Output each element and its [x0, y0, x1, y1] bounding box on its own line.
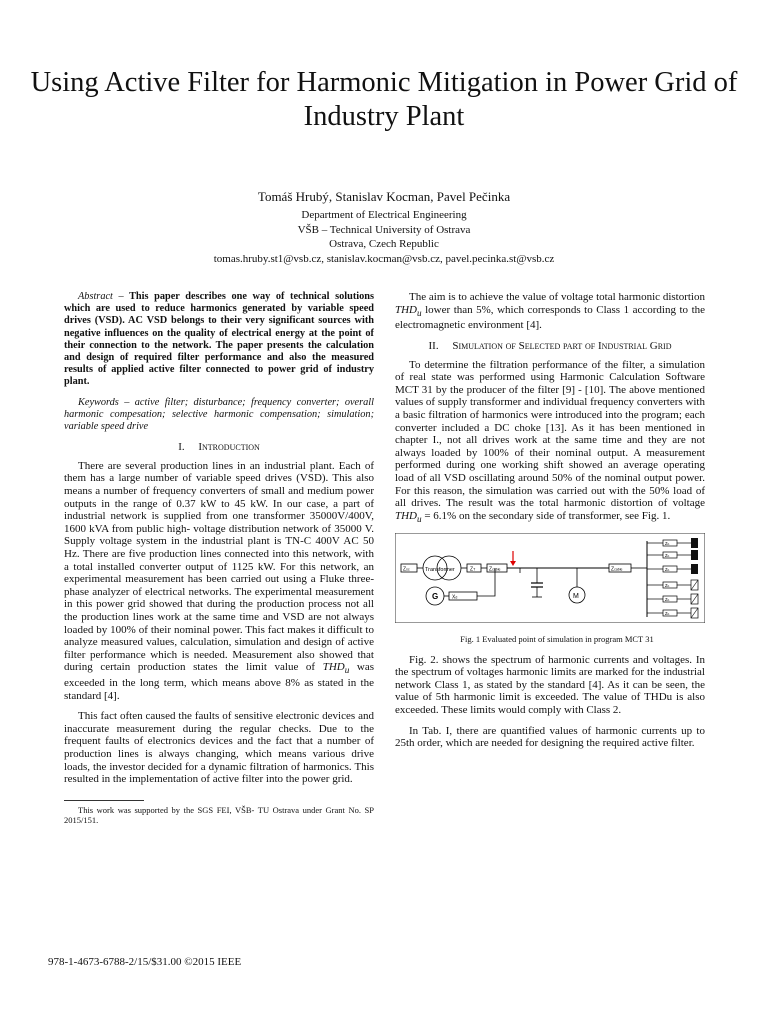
intro-paragraph-1-text: There are several production lines in an industrial plant. Each of them has a large number of variable speed drives (VSD). This also means a number of frequency converters of small and medium power outputs in the range of 0.37 kW to 45 kW. In our case, a part of industrial network is supplied from one transformer 35000V/400V, 1600 kVA from public high- voltage distribution network of 35000 V. Supply voltage system in the industrial plant is TN-C 400V AC 50 Hz. There are five production lines connected into this network, with a total installed converter output of 1125 kW. For this network, an experimental measurement has been carried out using a Fluke three-phase analyzer of electrical networks. The experimental measurement in this power grid showed that during the production process not all the production lines work at the same time and VSD are not always loaded by 100% of their nominal power. This fact makes it difficult to analyze measured values, calculation, simulation and design of active filter performance which is needed. Measurement also showed that during certain production states the limit value of — [64, 459, 374, 674]
paper-title: Using Active Filter for Harmonic Mitigation in Power Grid of Industry Plant — [30, 67, 738, 132]
zb-label: Zb — [665, 583, 670, 589]
aim-paragraph-end: lower than 5%, which corresponds to Class 1 according to the electromagnetic environment [4]. — [395, 303, 706, 332]
simulation-paragraph-1-end: = 6.1% on the secondary side of transformer, see Fig. 1. — [424, 509, 671, 522]
thd-text: THD — [322, 661, 345, 674]
section-number: II. — [428, 339, 439, 352]
section-heading-simulation — [395, 340, 705, 353]
zb-label: Zb — [665, 553, 670, 559]
zb-label: Zb — [665, 597, 670, 603]
intro-paragraph-2: This fact often caused the faults of sensitive electronic devices and inaccurate measurement during the regular checks. Due to the frequent faults of electronics devices and the fact that a number of production lines is always changing, which means various drive loads, the investor decided for a dynamic filtration of harmonics. This resulted in the implementation of active filter into the power grid. — [64, 710, 374, 786]
transformer-label: Transformer — [425, 567, 455, 574]
section-title: Simulation of Selected part of Industrial Grid — [452, 339, 672, 352]
aim-paragraph-start: The aim is to achieve the value of voltage total harmonic distortion — [409, 291, 705, 303]
left-column — [64, 291, 374, 833]
generator-label: G — [432, 592, 439, 602]
affiliation-university: VŠB – Technical University of Ostrava — [297, 223, 471, 236]
motor-label: M — [573, 593, 579, 601]
zt-label: ZT — [470, 566, 476, 573]
zcable-label-2: Zcable — [611, 566, 623, 573]
thd-text: THD — [395, 303, 418, 316]
figure-1-caption: Fig. 1 Evaluated point of simulation in program MCT 31 — [460, 634, 654, 645]
abstract-text: This paper describes one way of technical solutions which are used to reduce harmonics generated by variable speed drives (VSD). AC VSD belongs to their very significant sources with negative influences on the quality of electrical energy at the point of their connection to the network. The paper presents the calculation and design of required filter performance and also the measured results of applied active filter connected to power grid of industry plant. — [64, 291, 375, 388]
footnote: This work was supported by the SGS FEI, VŠB- TU Ostrava under Grant No. SP 2015/151. — [64, 804, 374, 825]
circuit-diagram — [395, 533, 705, 623]
thd-symbol — [395, 304, 422, 316]
intro-paragraph-1 — [64, 460, 374, 702]
zb-label: Zb — [665, 567, 670, 573]
affiliation-block — [0, 208, 768, 266]
section-heading-introduction — [64, 441, 374, 454]
simulation-paragraph-2: Fig. 2. shows the spectrum of harmonic currents and voltages. In the spectrum of voltages harmonic limits are marked for the industrial network Class 1, as stated by the standard [4]. As it can be seen, the value of 5th harmonic limit is exceeded. The value of THDu is also exceeded. These limits would comply with Class 2. — [395, 653, 705, 717]
simulation-paragraph-1-start: To determine the filtration performance of the filter, a simulation of real state was performed using Harmonic Calculation Software MCT 31 by the producer of the filter [9] - [10]. The above mentioned values of supply transformer and individual frequency converters with a basic filtration of harmonics were introduced into the program; each converter included a DC choke [13]. As it has been mentioned in chapter I., not all drives work at the same time and they are not always loaded by 100% of their nominal output. A measurement performed during one working shift showed an average operating load of all VSD oscillating around 50% of the nominal output power. For this reason, the simulation was carried out with the 50% load of all drives. The result was the total harmonic distortion of voltage — [395, 358, 705, 510]
zcable-label-1: Zcable — [489, 566, 501, 573]
thd-text: THD — [395, 509, 418, 522]
affiliation-city: Ostrava, Czech Republic — [329, 238, 439, 250]
abstract — [64, 291, 374, 389]
zsc-label: Zsc — [403, 566, 410, 573]
affiliation-emails: tomas.hruby.st1@vsb.cz, stanislav.kocman@vsb.cz, pavel.pecinka.st@vsb.cz — [213, 252, 555, 265]
copyright-footer: 978-1-4673-6788-2/15/$31.00 ©2015 IEEE — [48, 956, 242, 968]
affiliation-department: Department of Electrical Engineering — [301, 209, 467, 221]
thd-subscript: u — [344, 665, 350, 676]
right-column — [395, 291, 705, 758]
thd-subscript: u — [417, 513, 422, 524]
zb-label: Zb — [665, 541, 670, 547]
section-number: I. — [178, 441, 185, 454]
footnote-divider — [64, 800, 144, 801]
figure-1 — [395, 533, 705, 627]
zb-label: Zb — [665, 611, 670, 617]
aim-paragraph — [395, 291, 705, 332]
thd-symbol — [322, 661, 350, 676]
abstract-label: Abstract – — [78, 291, 124, 302]
xd-label: Xd — [452, 594, 458, 601]
section-title: Introduction — [198, 441, 260, 454]
simulation-paragraph-1 — [395, 359, 705, 526]
keywords: Keywords – active filter; disturbance; frequency converter; overall harmonic compesation; selective harmonic compensation; simulation; variable speed drive — [64, 396, 374, 433]
simulation-paragraph-3: In Tab. I, there are quantified values of harmonic currents up to 25th order, which are needed for designing the required active filter. — [395, 724, 705, 750]
author-list: Tomáš Hrubý, Stanislav Kocman, Pavel Pečinka — [257, 189, 511, 204]
thd-subscript: u — [417, 307, 422, 318]
intro-paragraph-1-end: was exceeded in the long term, which means above 8% as stated in the standard [4]. — [64, 661, 374, 702]
thd-symbol — [395, 510, 422, 522]
